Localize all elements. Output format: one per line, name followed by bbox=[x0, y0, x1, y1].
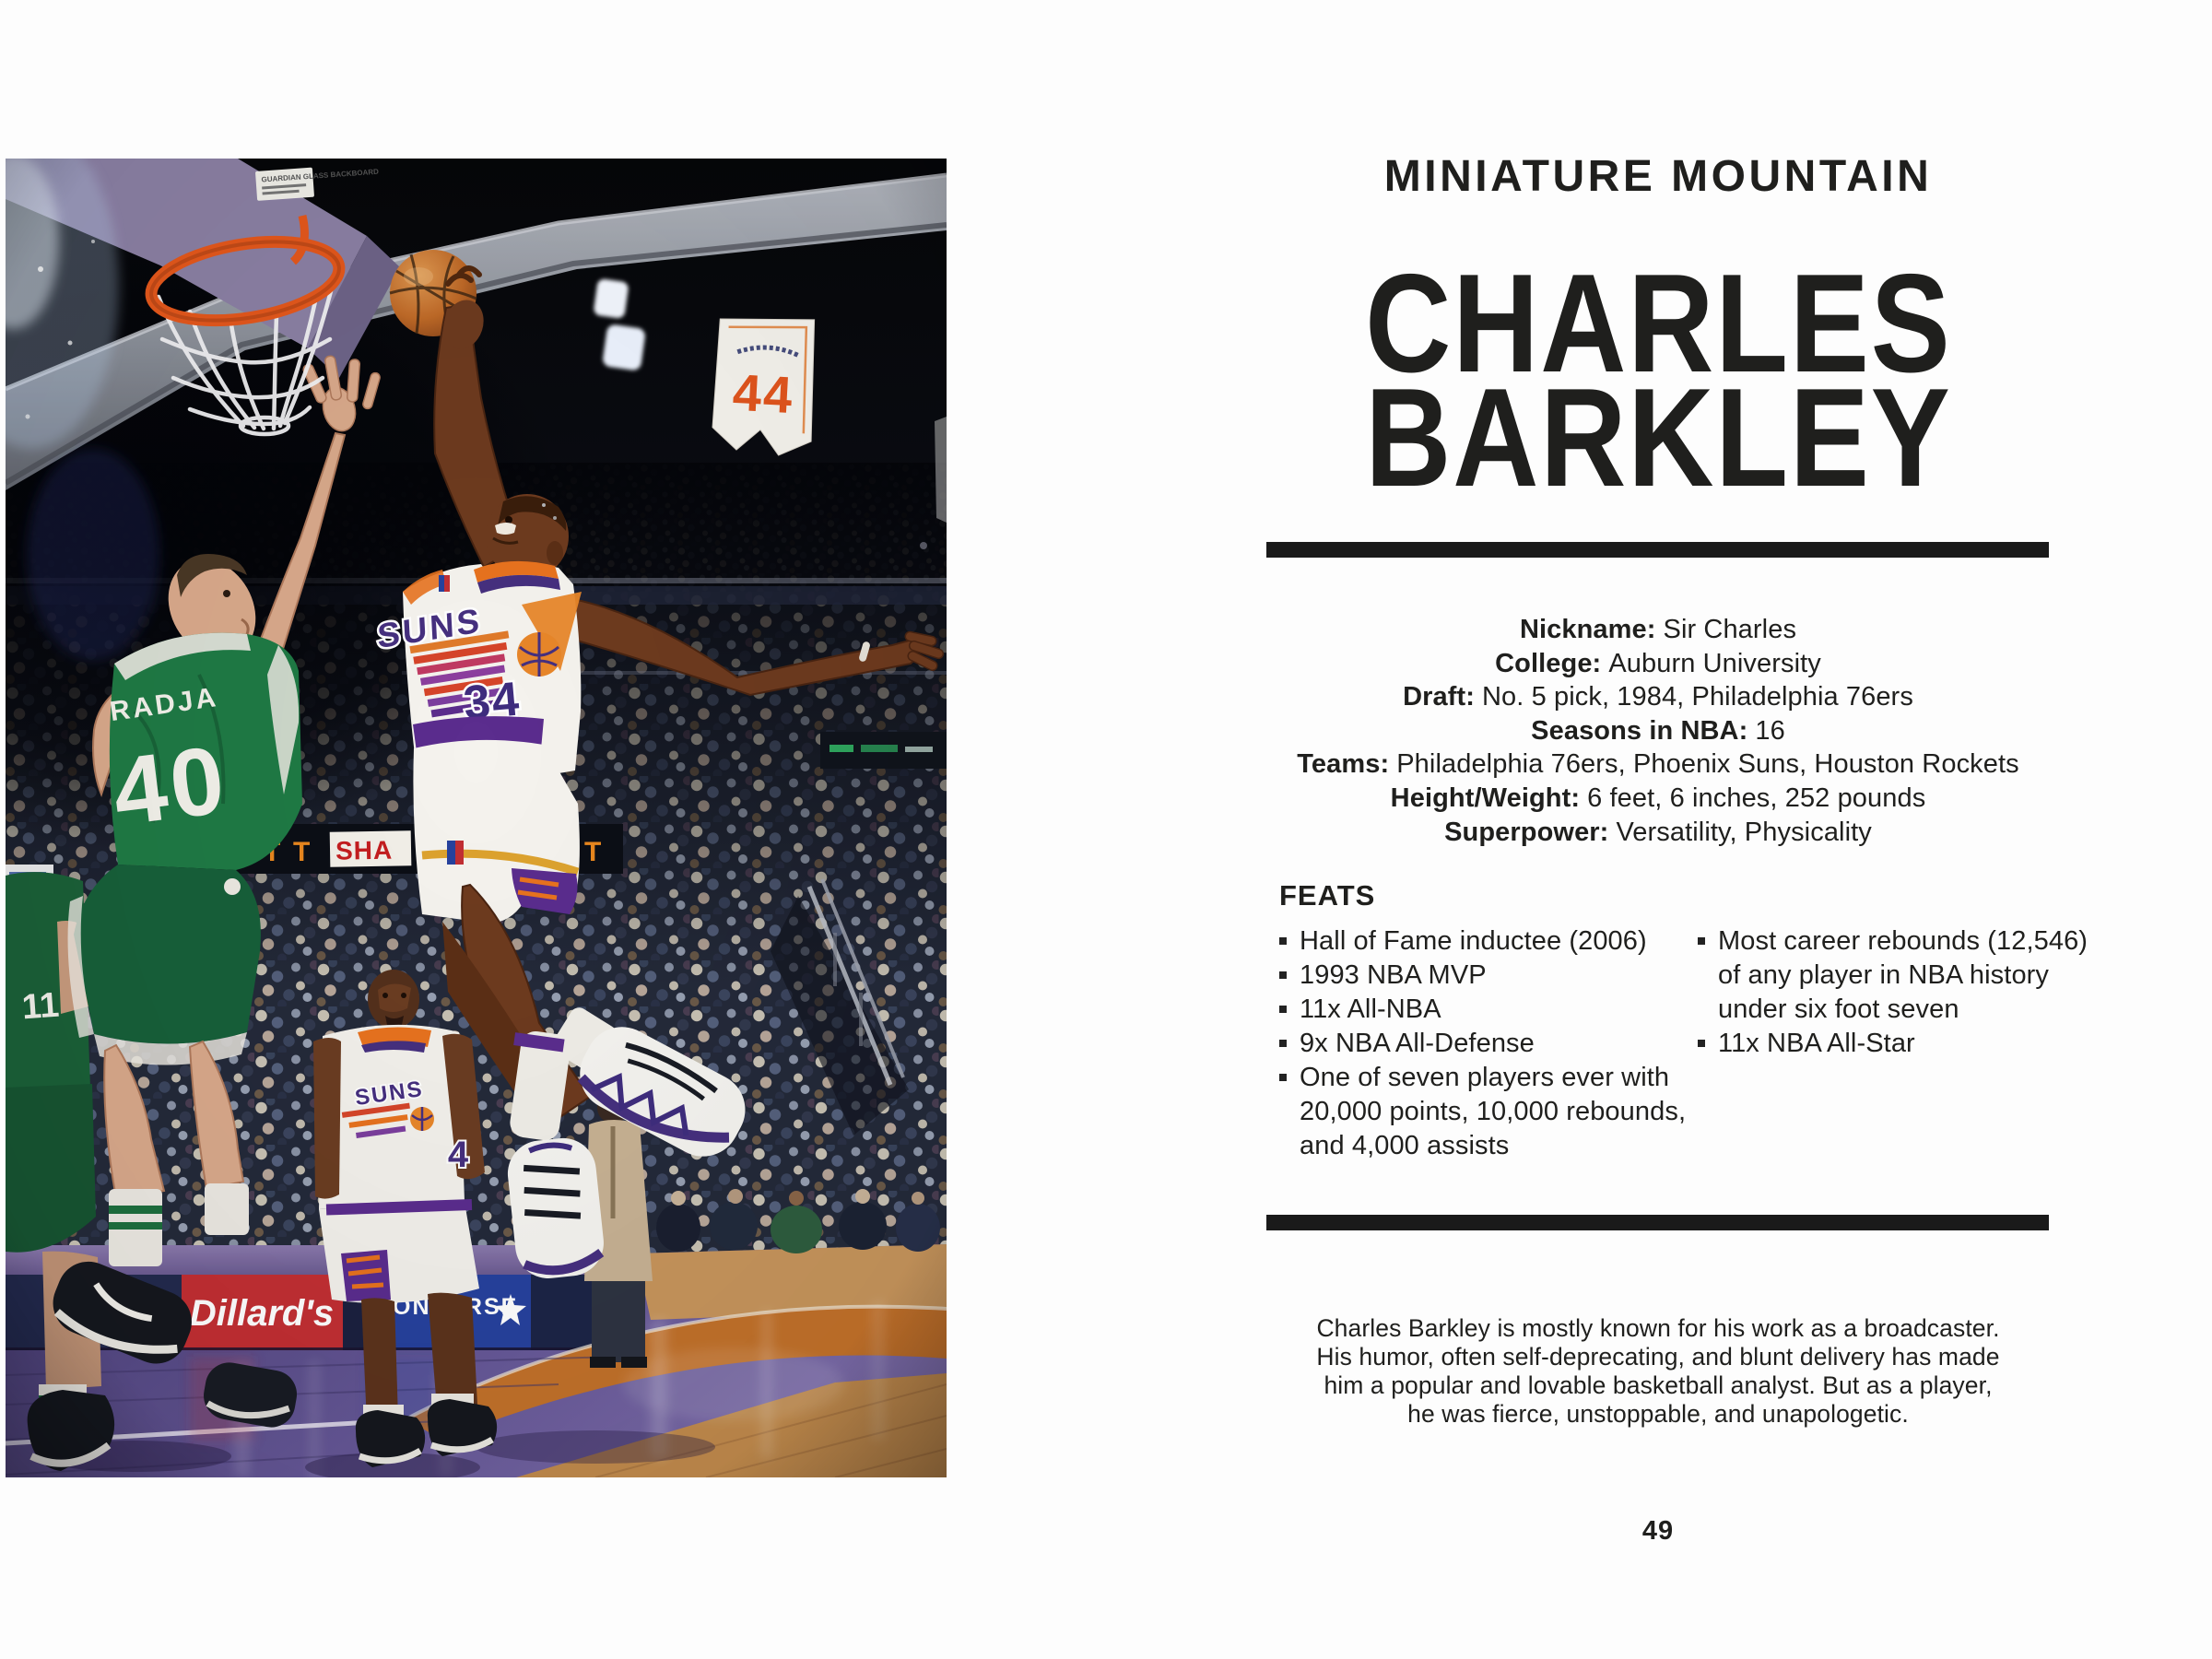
title-text-2: BARKLEY bbox=[1364, 359, 1952, 516]
bio-line: him a popular and lovable basketball analyst. But as a player, bbox=[1324, 1371, 1993, 1399]
stat-row: Draft: No. 5 pick, 1984, Philadelphia 76ers bbox=[1403, 682, 1913, 712]
title-text-1: CHARLES bbox=[1364, 245, 1952, 402]
stat-row: Teams: Philadelphia 76ers, Phoenix Suns, Houston Rockets bbox=[1297, 749, 2019, 780]
bullet-icon bbox=[1279, 937, 1287, 945]
feat-item: 9x NBA All-Defense bbox=[1279, 1027, 1696, 1061]
feats-column-right bbox=[1698, 924, 2112, 1061]
stat-row: Height/Weight: 6 feet, 6 inches, 252 pounds bbox=[1390, 782, 1926, 813]
kicker: MINIATURE MOUNTAIN bbox=[1383, 152, 1933, 201]
feat-item: 11x All-NBA bbox=[1279, 993, 1696, 1027]
bio-paragraph bbox=[1243, 1314, 2073, 1429]
action-photo bbox=[6, 159, 947, 1477]
feat-item: 1993 NBA MVP bbox=[1279, 959, 1696, 993]
stat-row: Superpower: Versatility, Physicality bbox=[1444, 817, 1872, 847]
bullet-icon bbox=[1698, 937, 1705, 945]
bullet-icon bbox=[1279, 1040, 1287, 1047]
bullet-icon bbox=[1279, 1006, 1287, 1013]
page-title-line2 bbox=[1243, 359, 2073, 516]
stat-row: College: Auburn University bbox=[1495, 648, 1821, 678]
bullet-icon bbox=[1279, 1074, 1287, 1081]
feat-item: 11x NBA All-Star bbox=[1698, 1027, 2112, 1061]
feat-item: One of seven players ever with 20,000 points, 10,000 rebounds, and 4,000 assists bbox=[1279, 1061, 1696, 1163]
bullet-icon bbox=[1279, 971, 1287, 979]
stat-row: Nickname: Sir Charles bbox=[1519, 615, 1797, 644]
page-number: 49 bbox=[1641, 1516, 1675, 1546]
bullet-icon bbox=[1698, 1040, 1705, 1047]
feat-item: Hall of Fame inductee (2006) bbox=[1279, 924, 1696, 959]
stat-row: Seasons in NBA: 16 bbox=[1531, 715, 1785, 746]
feat-item: Most career rebounds (12,546) of any player in NBA history under six foot seven bbox=[1698, 924, 2112, 1027]
divider-rule-bottom bbox=[1266, 1215, 2049, 1230]
bio-line: he was fierce, unstoppable, and unapologetic. bbox=[1407, 1400, 1909, 1428]
stats-block bbox=[1220, 613, 2096, 849]
feats-column-left bbox=[1279, 924, 1696, 1163]
bio-line: His humor, often self-deprecating, and blunt delivery has made bbox=[1316, 1343, 2000, 1371]
photo-vignette bbox=[6, 159, 947, 1477]
divider-rule-top bbox=[1266, 542, 2049, 558]
bio-line: Charles Barkley is mostly known for his work as a broadcaster. bbox=[1316, 1314, 2000, 1342]
feats-heading: FEATS bbox=[1279, 879, 1376, 912]
